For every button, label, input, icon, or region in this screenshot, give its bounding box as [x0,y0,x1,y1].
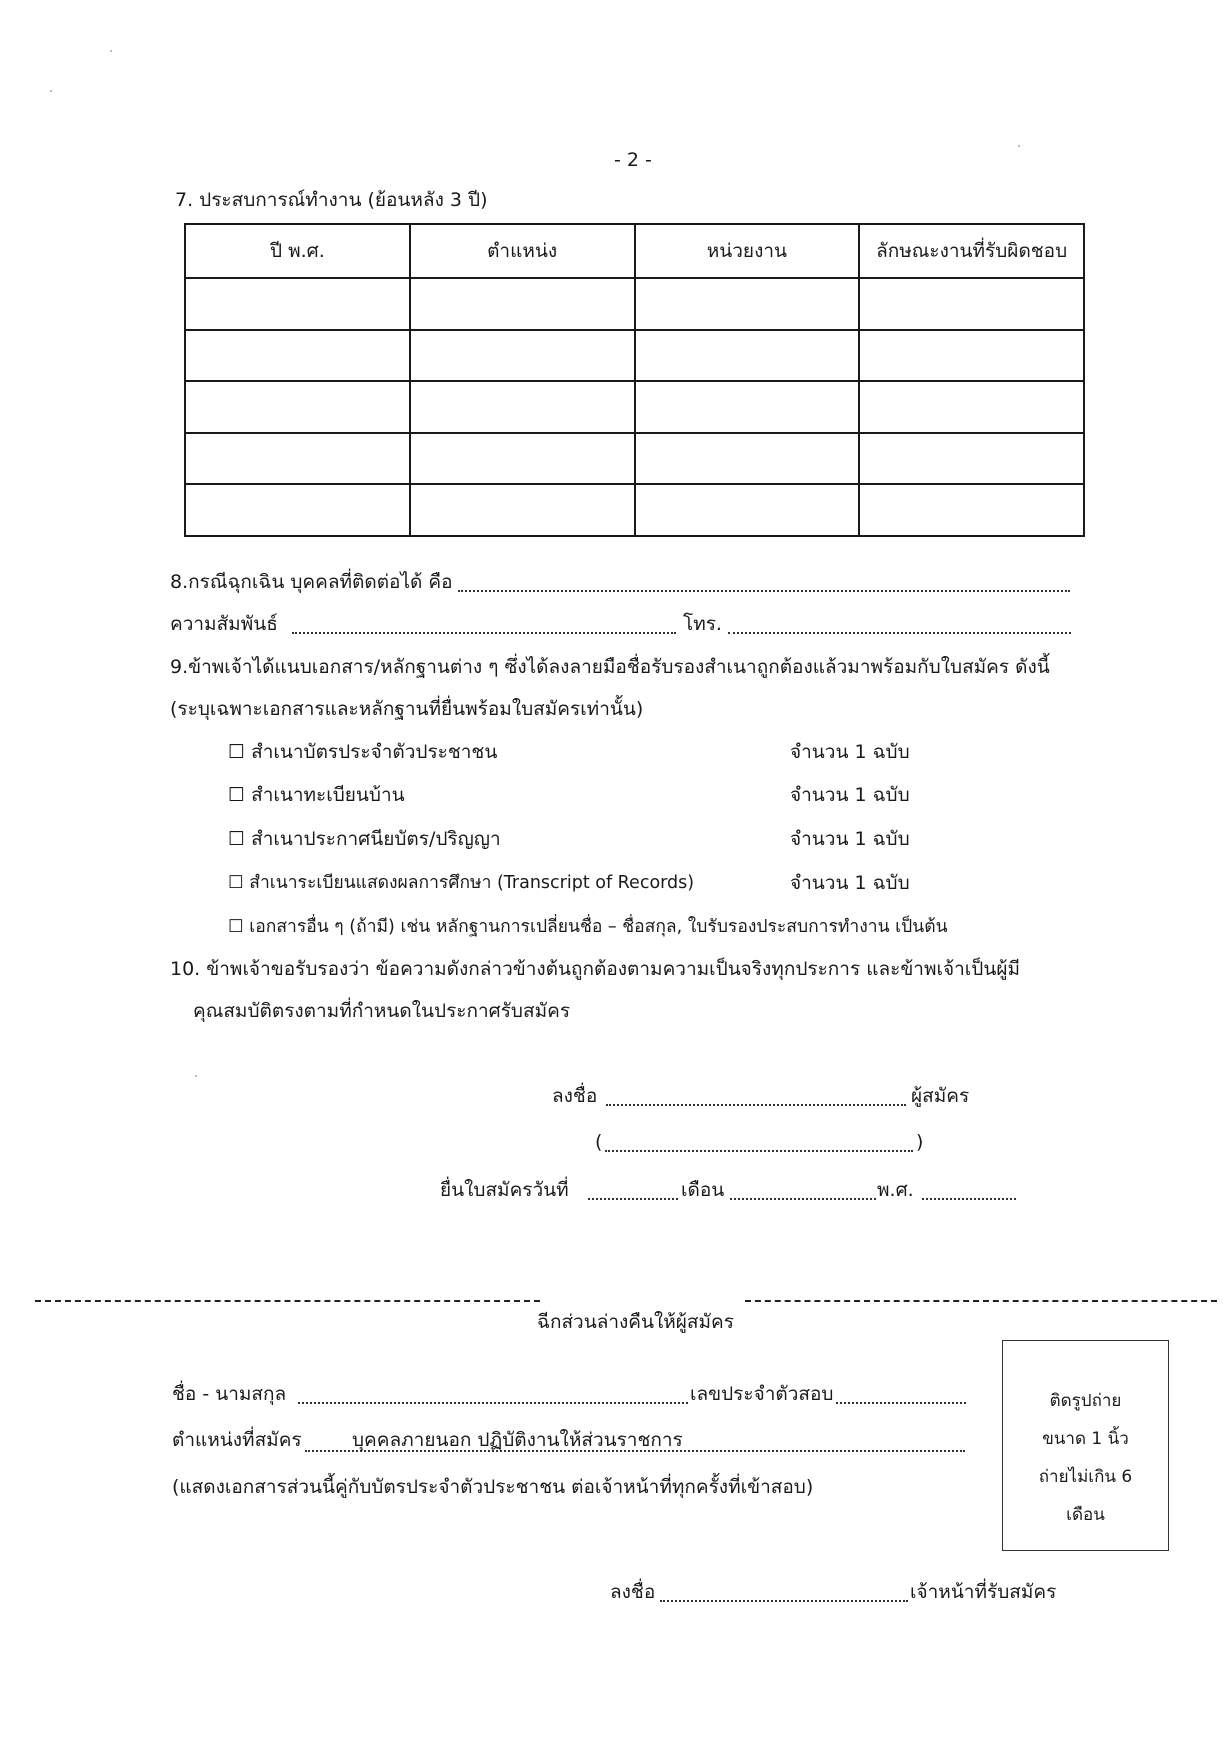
applicant-sign-label: ลงชื่อ [552,1085,598,1107]
checklist-item-label: สำเนาทะเบียนบ้าน [251,784,405,806]
checklist-item[interactable] [228,915,948,939]
tear-line-right [745,1300,1217,1302]
column-position: ตำแหน่ง [410,224,635,278]
slip-note: (แสดงเอกสารส่วนนี้คู่กับบัตรประจำตัวประชาชน ต่อเจ้าหน้าที่ทุกครั้งที่เข้าสอบ) [172,1476,814,1498]
photo-instruction-line: ถ่ายไม่เกิน 6 [1038,1467,1133,1487]
relationship-label: ความสัมพันธ์ [170,613,278,635]
table-row [185,484,1084,536]
table-row [185,433,1084,485]
section-7-title: 7. ประสบการณ์ทำงาน (ย้อนหลัง 3 ปี) [175,189,488,211]
checklist-item[interactable] [228,871,694,895]
table-cell[interactable] [185,278,410,330]
table-cell[interactable] [635,484,860,536]
page-number: - 2 - [614,149,652,171]
work-experience-table [184,223,1085,537]
table-cell[interactable] [859,330,1084,382]
table-header-row [185,224,1084,278]
checklist-item-label: สำเนาระเบียนแสดงผลการศึกษา (Transcript of Records) [249,873,695,893]
emergency-contact-label: 8.กรณีฉุกเฉิน บุคคลที่ติดต่อได้ คือ [170,571,453,593]
photo-box [1002,1340,1169,1551]
officer-signature-field[interactable] [660,1600,908,1602]
table-cell[interactable] [635,381,860,433]
checklist-item[interactable] [228,783,405,807]
officer-label: เจ้าหน้าที่รับสมัคร [910,1581,1057,1603]
table-cell[interactable] [410,330,635,382]
section-10-line-1: 10. ข้าพเจ้าขอรับรองว่า ข้อความดังกล่าวข้างต้นถูกต้องตามความเป็นจริงทุกประการ และข้าพเจ้าเป็นผู้มี [170,958,1020,980]
table-cell[interactable] [859,278,1084,330]
phone-field[interactable] [728,632,1071,634]
paren-close: ) [916,1131,924,1153]
slip-name-field[interactable] [298,1402,688,1404]
checkbox-icon[interactable]: ☐ [228,917,244,937]
scan-speck [50,90,52,92]
slip-name-label: ชื่อ - นามสกุล [172,1383,287,1405]
section-10-line-2: คุณสมบัติตรงตามที่กำหนดในประกาศรับสมัคร [193,1000,571,1022]
checkbox-icon[interactable]: ☐ [228,741,246,763]
submit-month-field[interactable] [730,1198,876,1200]
submit-day-field[interactable] [588,1198,678,1200]
column-responsibility: ลักษณะงานที่รับผิดชอบ [859,224,1084,278]
table-cell[interactable] [859,484,1084,536]
submit-date-label: ยื่นใบสมัครวันที่ [440,1179,569,1201]
scan-speck [110,50,112,52]
table-cell[interactable] [635,330,860,382]
applicant-printed-name-field[interactable] [605,1150,913,1152]
table-cell[interactable] [635,278,860,330]
paren-open: ( [595,1131,603,1153]
photo-instruction-line: ขนาด 1 นิ้ว [1042,1429,1129,1449]
photo-instruction-line: ติดรูปถ่าย [1049,1391,1122,1411]
table-row [185,381,1084,433]
checklist-item-label: สำเนาบัตรประจำตัวประชาชน [251,741,498,763]
section-9-line-2: (ระบุเฉพาะเอกสารและหลักฐานที่ยื่นพร้อมใบสมัครเท่านั้น) [170,698,644,720]
checklist-item-qty: จำนวน 1 ฉบับ [790,872,910,894]
checkbox-icon[interactable]: ☐ [228,784,246,806]
checkbox-icon[interactable]: ☐ [228,873,244,893]
table-cell[interactable] [859,433,1084,485]
checkbox-icon[interactable]: ☐ [228,828,246,850]
tear-label: ฉีกส่วนล่างคืนให้ผู้สมัคร [537,1311,734,1333]
slip-position-value: บุคคลภายนอก ปฏิบัติงานให้ส่วนราชการ [352,1429,683,1451]
column-agency: หน่วยงาน [635,224,860,278]
relationship-field[interactable] [292,632,676,634]
table-cell[interactable] [410,484,635,536]
tear-line-left [35,1300,540,1302]
table-cell[interactable] [859,381,1084,433]
table-cell[interactable] [410,381,635,433]
table-cell[interactable] [185,484,410,536]
section-9-line-1: 9.ข้าพเจ้าได้แนบเอกสาร/หลักฐานต่าง ๆ ซึ่งได้ลงลายมือชื่อรับรองสำเนาถูกต้องแล้วมาพร้อมกับใบสมัคร ดังนี้ [170,656,1050,678]
table-cell[interactable] [410,278,635,330]
slip-exam-id-field[interactable] [836,1402,966,1404]
table-cell[interactable] [185,433,410,485]
table-row [185,278,1084,330]
scan-speck [1018,145,1020,147]
applicant-label: ผู้สมัคร [911,1085,970,1107]
applicant-signature-field[interactable] [606,1104,906,1106]
checklist-item[interactable] [228,740,497,764]
phone-label: โทร. [683,613,722,635]
officer-sign-label: ลงชื่อ [610,1581,656,1603]
emergency-contact-field[interactable] [458,590,1070,592]
checklist-item-qty: จำนวน 1 ฉบับ [790,828,910,850]
photo-instruction-line: เดือน [1066,1505,1105,1525]
submit-month-label: เดือน [681,1179,725,1201]
slip-position-label: ตำแหน่งที่สมัคร [172,1429,302,1451]
checklist-item-qty: จำนวน 1 ฉบับ [790,741,910,763]
column-year: ปี พ.ศ. [185,224,410,278]
checklist-item[interactable] [228,827,501,851]
scan-speck [195,1075,197,1077]
table-row [185,330,1084,382]
table-cell[interactable] [185,330,410,382]
submit-year-label: พ.ศ. [877,1179,914,1201]
table-cell[interactable] [410,433,635,485]
checklist-item-label: สำเนาประกาศนียบัตร/ปริญญา [251,828,501,850]
slip-exam-id-label: เลขประจำตัวสอบ [690,1383,834,1405]
checklist-item-label: เอกสารอื่น ๆ (ถ้ามี) เช่น หลักฐานการเปลี่ยนชื่อ – ชื่อสกุล, ใบรับรองประสบการทำงาน เป็นต้น [249,917,948,937]
table-cell[interactable] [635,433,860,485]
checklist-item-qty: จำนวน 1 ฉบับ [790,784,910,806]
submit-year-field[interactable] [922,1198,1016,1200]
table-cell[interactable] [185,381,410,433]
